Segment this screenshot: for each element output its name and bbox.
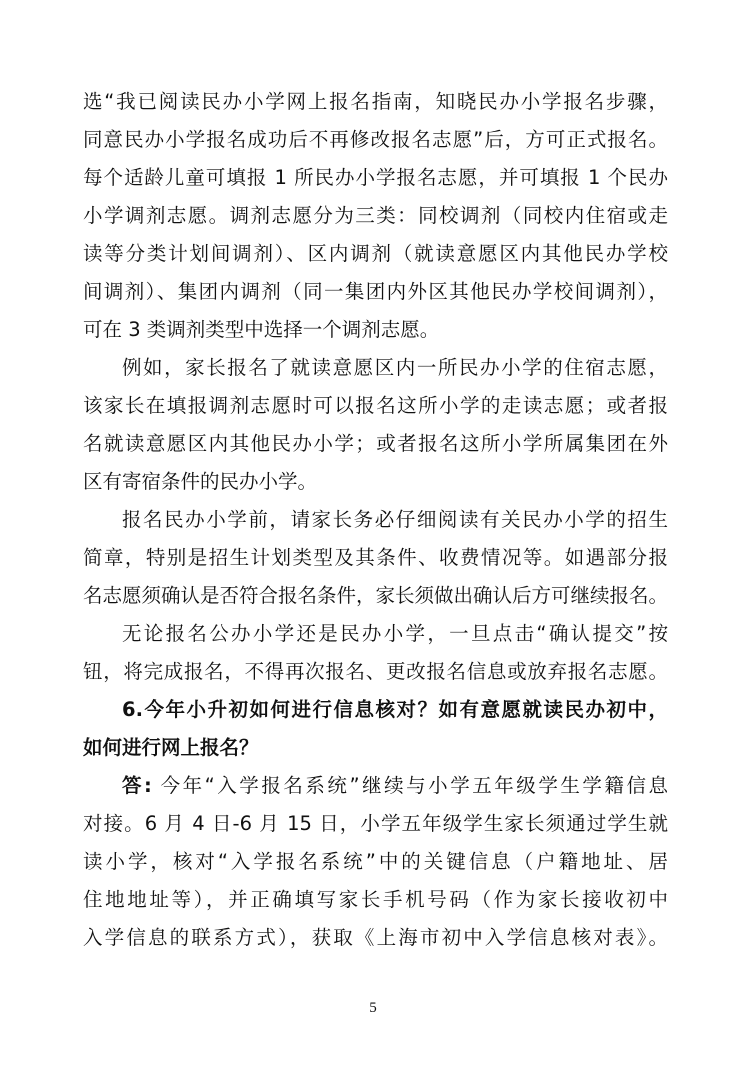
text-line: 选“我已阅读民办小学网上报名指南，知晓民办小学报名步骤， bbox=[83, 90, 668, 113]
text-line: 简章，特别是招生计划类型及其条件、收费情况等。如遇部分报 bbox=[83, 546, 668, 569]
question-text-line: 如何进行网上报名？ bbox=[83, 736, 259, 759]
answer-label: 答: bbox=[122, 774, 152, 797]
text-line: 名就读意愿区内其他民办小学；或者报名这所小学所属集团在外 bbox=[83, 432, 668, 455]
text-line: 同意民办小学报名成功后不再修改报名志愿”后，方可正式报名。 bbox=[83, 128, 668, 151]
text-line: 例如，家长报名了就读意愿区内一所民办小学的住宿志愿， bbox=[122, 356, 668, 379]
document-body bbox=[83, 83, 668, 957]
page-number: 5 bbox=[369, 1000, 377, 1016]
answer-first-line-text: 今年“入学报名系统”继续与小学五年级学生学籍信息 bbox=[151, 774, 668, 797]
text-line: 该家长在填报调剂志愿时可以报名这所小学的走读志愿；或者报 bbox=[83, 394, 668, 417]
text-line: 间调剂）、集团内调剂（同一集团内外区其他民办学校间调剂）， bbox=[83, 280, 668, 303]
text-line: 读等分类计划间调剂）、区内调剂（就读意愿区内其他民办学校 bbox=[83, 242, 668, 265]
question-text-line: 6.今年小升初如何进行信息核对？如有意愿就读民办初中， bbox=[122, 698, 668, 721]
answer-paragraph bbox=[83, 767, 668, 957]
paragraph-confirm-submit bbox=[83, 615, 668, 691]
answer-first-line bbox=[83, 767, 668, 805]
text-line: 报名民办小学前，请家长务必仔细阅读有关民办小学的招生 bbox=[122, 508, 668, 531]
text-line: 读小学，核对“入学报名系统”中的关键信息（户籍地址、居 bbox=[83, 850, 668, 873]
text-line: 无论报名公办小学还是民办小学，一旦点击“确认提交”按 bbox=[122, 622, 668, 645]
text-line: 住地地址等），并正确填写家长手机号码（作为家长接收初中 bbox=[83, 888, 668, 911]
text-line: 名志愿须确认是否符合报名条件，家长须做出确认后方可继续报名。 bbox=[83, 584, 669, 607]
text-line: 小学调剂志愿。调剂志愿分为三类：同校调剂（同校内住宿或走 bbox=[83, 204, 668, 227]
text-line: 对接。6 月 4 日-6 月 15 日，小学五年级学生家长须通过学生就 bbox=[83, 812, 668, 835]
text-line: 区有寄宿条件的民办小学。 bbox=[83, 470, 318, 493]
text-line: 入学信息的联系方式），获取《上海市初中入学信息核对表》。 bbox=[83, 926, 668, 949]
paragraph-example bbox=[83, 349, 668, 501]
text-line: 可在 3 类调剂类型中选择一个调剂志愿。 bbox=[83, 318, 440, 341]
question-heading bbox=[83, 691, 668, 767]
text-line: 钮，将完成报名，不得再次报名、更改报名信息或放弃报名志愿。 bbox=[83, 660, 668, 683]
paragraph-registration-rules bbox=[83, 83, 668, 349]
paragraph-read-brochure bbox=[83, 501, 668, 615]
text-line: 每个适龄儿童可填报 1 所民办小学报名志愿，并可填报 1 个民办 bbox=[83, 166, 668, 189]
